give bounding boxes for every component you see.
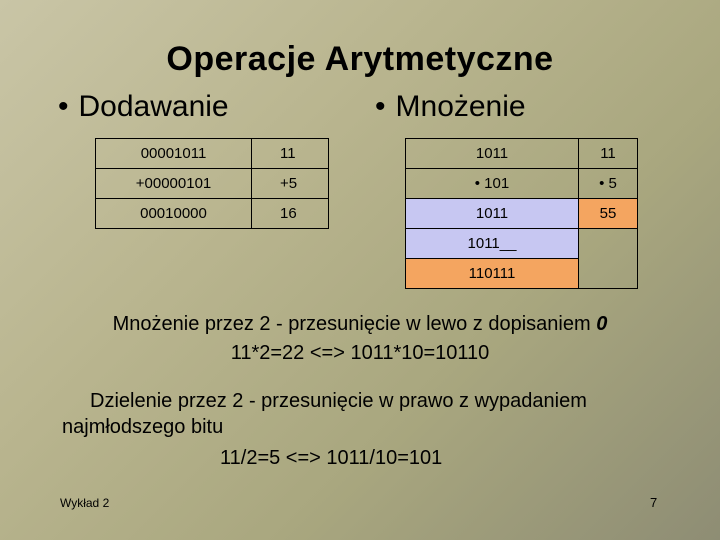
table-cell: 16	[252, 199, 329, 229]
table-cell: 00001011	[96, 139, 252, 169]
table-cell: 1011	[406, 139, 579, 169]
highlighted-cell: 110111	[406, 259, 579, 289]
table-row	[96, 139, 329, 169]
multiplication-table	[405, 138, 638, 289]
table-row	[406, 139, 638, 169]
highlighted-cell: 1011	[406, 199, 579, 229]
table-cell: +00000101	[96, 169, 252, 199]
mult-note-line2: 11*2=22 <=> 1011*10=10110	[230, 342, 490, 364]
div-note-line1: Dzielenie przez 2 - przesunięcie w prawo z wypadaniem	[90, 390, 587, 412]
table-cell	[579, 229, 638, 289]
bullet-multiplication-label: Mnożenie	[395, 90, 526, 123]
mult-note-line1	[0, 313, 720, 336]
footer-lecture: Wykład 2	[60, 496, 110, 510]
div-note-line3: 11/2=5 <=> 1011/10=101	[220, 447, 443, 469]
table-row	[96, 169, 329, 199]
table-cell: • 5	[579, 169, 638, 199]
bullet-addition	[58, 90, 229, 124]
mult-note-text: Mnożenie przez 2 - przesunięcie w lewo z dopisaniem	[112, 313, 597, 335]
div-note-line2: najmłodszego bitu	[62, 416, 224, 438]
table-cell: • 101	[406, 169, 579, 199]
highlighted-cell: 1011__	[406, 229, 579, 259]
highlighted-cell: 55	[579, 199, 638, 229]
table-cell: 11	[579, 139, 638, 169]
bullet-marker: •	[375, 90, 386, 123]
table-row	[406, 229, 638, 259]
mult-note-zero: 0	[596, 313, 608, 335]
page-number: 7	[650, 495, 658, 510]
table-cell: +5	[252, 169, 329, 199]
bullet-multiplication	[375, 90, 526, 124]
table-row	[406, 169, 638, 199]
bullet-addition-label: Dodawanie	[78, 90, 229, 123]
table-cell: 11	[252, 139, 329, 169]
table-row	[406, 199, 638, 229]
table-row	[96, 199, 329, 229]
table-cell: 00010000	[96, 199, 252, 229]
slide-title: Operacje Arytmetyczne	[166, 40, 554, 78]
bullet-marker: •	[58, 90, 69, 123]
addition-table	[95, 138, 329, 229]
